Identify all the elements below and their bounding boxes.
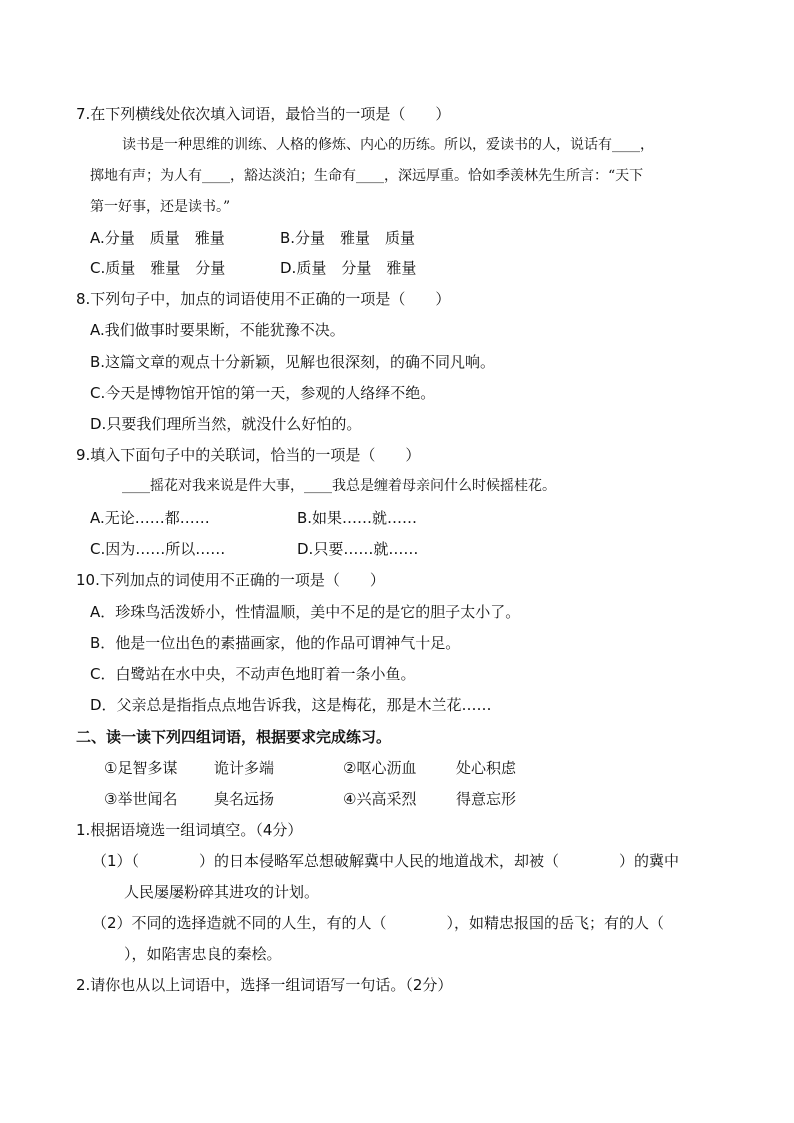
q9-option-a: A.无论……都…… — [90, 509, 210, 527]
q10-option-d: D．父亲总是指指点点地告诉我，这是梅花，那是木兰花…… — [90, 696, 492, 714]
q8-option-a: A.我们做事时要果断，不能犹豫不决。 — [90, 321, 345, 339]
section-2-heading: 二、读一读下列四组词语，根据要求完成练习。 — [76, 728, 392, 746]
q10-option-b: B．他是一位出色的素描画家，他的作品可谓神气十足。 — [90, 634, 461, 652]
q7-option-a: A.分量 质量 雅量 — [90, 229, 225, 247]
q10-option-c: C．白鹭站在水中央，不动声色地盯着一条小鱼。 — [90, 665, 416, 683]
q10-stem: 10.下列加点的词使用不正确的一项是（ ） — [76, 571, 385, 589]
word-group-2-a: ②呕心沥血 — [343, 759, 417, 777]
part-2-stem: 2.请你也从以上词语中，选择一组词语写一句话。（2分） — [76, 976, 453, 994]
q7-stem: 7.在下列横线处依次填入词语，最恰当的一项是（ ） — [76, 105, 451, 123]
q10-option-a: A．珍珠鸟活泼娇小，性情温顺，美中不足的是它的胆子太小了。 — [90, 603, 521, 621]
part-1-item-2-line-2: ），如陷害忠良的秦桧。 — [124, 945, 282, 963]
part-1-item-1-line-1: （1）（ ）的日本侵略军总想破解冀中人民的地道战术，却被（ ）的冀中 — [92, 852, 680, 870]
q9-option-b: B.如果……就…… — [297, 509, 418, 527]
word-group-3-a: ③举世闻名 — [104, 790, 178, 808]
q9-option-d: D.只要……就…… — [297, 540, 419, 558]
part-1-item-1-line-2: 人民屡屡粉碎其进攻的计划。 — [124, 883, 320, 901]
q8-option-c: C.今天是博物馆开馆的第一天，参观的人络绎不绝。 — [90, 384, 436, 402]
q9-sentence: ____摇花对我来说是件大事，____我总是缠着母亲问什么时候摇桂花。 — [122, 478, 556, 494]
q8-stem: 8.下列句子中，加点的词语使用不正确的一项是（ ） — [76, 290, 451, 308]
word-group-3-b: 臭名远扬 — [214, 790, 275, 808]
q7-passage-line-1: 读书是一种思维的训练、人格的修炼、内心的历练。所以，爱读书的人，说话有____， — [122, 137, 654, 153]
q9-option-c: C.因为……所以…… — [90, 540, 226, 558]
word-group-1-a: ①足智多谋 — [104, 759, 178, 777]
part-1-item-2-line-1: （2）不同的选择造就不同的人生，有的人（ ），如精忠报国的岳飞；有的人（ — [92, 914, 665, 932]
q7-option-c: C.质量 雅量 分量 — [90, 259, 226, 277]
word-group-4-b: 得意忘形 — [456, 790, 517, 808]
q7-option-d: D.质量 分量 雅量 — [280, 259, 417, 277]
q8-option-d: D.只要我们理所当然，就没什么好怕的。 — [90, 415, 362, 433]
q7-passage-line-2: 掷地有声；为人有____，豁达淡泊；生命有____，深远厚重。恰如季羡林先生所言：“天下 — [90, 168, 644, 184]
q7-option-b: B.分量 雅量 质量 — [280, 229, 416, 247]
part-1-stem: 1.根据语境选一组词填空。（4分） — [76, 821, 303, 839]
q9-stem: 9.填入下面句子中的关联词，恰当的一项是（ ） — [76, 446, 421, 464]
word-group-1-b: 诡计多端 — [214, 759, 275, 777]
word-group-4-a: ④兴高采烈 — [343, 790, 417, 808]
q7-passage-line-3: 第一好事，还是读书。” — [90, 199, 231, 215]
q8-option-b: B.这篇文章的观点十分新颖，见解也很深刻，的确不同凡响。 — [90, 353, 496, 371]
word-group-2-b: 处心积虑 — [456, 759, 517, 777]
